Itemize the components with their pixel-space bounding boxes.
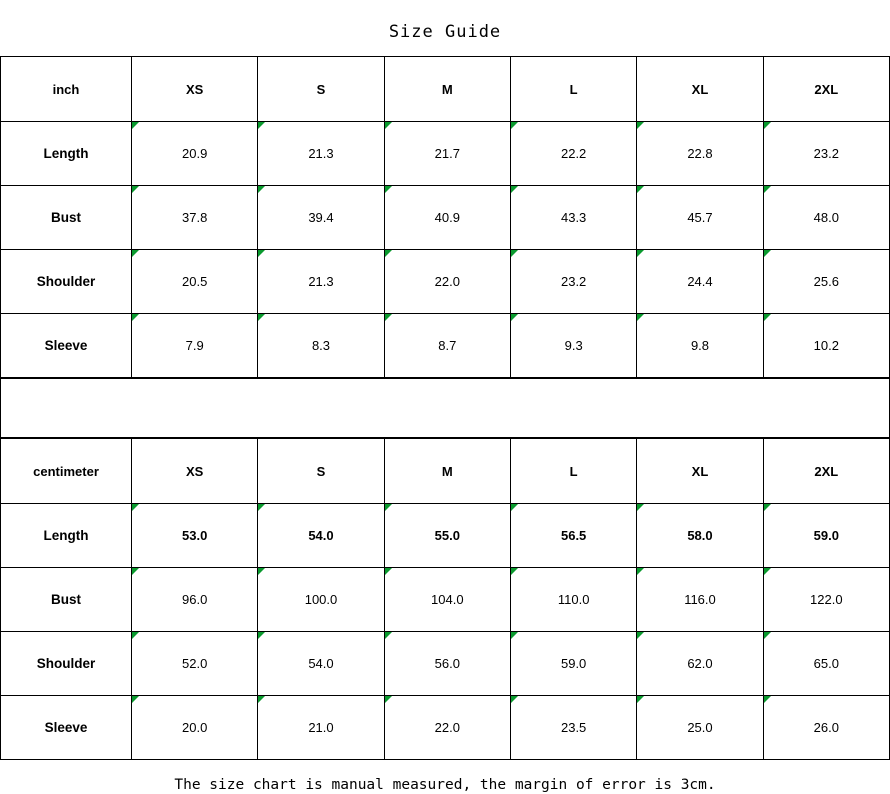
table-row [1, 250, 890, 314]
cell-bust-m: 40.9 [384, 186, 510, 250]
cell-shoulder-m: 56.0 [384, 632, 510, 696]
cell-length-xl: 22.8 [637, 122, 763, 186]
cell-shoulder-2xl: 25.6 [763, 250, 889, 314]
size-header-xl: XL [637, 439, 763, 504]
cell-sleeve-2xl: 26.0 [763, 696, 889, 760]
cell-shoulder-l: 59.0 [510, 632, 636, 696]
table-row [1, 314, 890, 378]
size-header-m: M [384, 57, 510, 122]
measurement-disclaimer: The size chart is manual measured, the margin of error is 3cm. [174, 777, 716, 793]
unit-label-inch: inch [1, 57, 132, 122]
row-label-shoulder: Shoulder [1, 250, 132, 314]
cell-bust-l: 110.0 [510, 568, 636, 632]
size-header-2xl: 2XL [763, 57, 889, 122]
cell-sleeve-s: 21.0 [258, 696, 384, 760]
cell-sleeve-s: 8.3 [258, 314, 384, 378]
cell-bust-xs: 37.8 [132, 186, 258, 250]
cell-length-l: 22.2 [510, 122, 636, 186]
row-label-sleeve: Sleeve [1, 696, 132, 760]
row-label-bust: Bust [1, 568, 132, 632]
cell-bust-xs: 96.0 [132, 568, 258, 632]
cell-bust-xl: 45.7 [637, 186, 763, 250]
cell-bust-m: 104.0 [384, 568, 510, 632]
cell-length-s: 54.0 [258, 504, 384, 568]
cell-shoulder-xl: 62.0 [637, 632, 763, 696]
page-title: Size Guide [388, 22, 502, 42]
cell-shoulder-m: 22.0 [384, 250, 510, 314]
table-row [1, 186, 890, 250]
cell-sleeve-xs: 20.0 [132, 696, 258, 760]
size-header-l: L [510, 439, 636, 504]
table-row [1, 122, 890, 186]
cell-shoulder-l: 23.2 [510, 250, 636, 314]
cell-sleeve-xl: 9.8 [637, 314, 763, 378]
cell-length-m: 55.0 [384, 504, 510, 568]
cell-sleeve-2xl: 10.2 [763, 314, 889, 378]
row-label-sleeve: Sleeve [1, 314, 132, 378]
cell-shoulder-2xl: 65.0 [763, 632, 889, 696]
cell-length-s: 21.3 [258, 122, 384, 186]
row-label-bust: Bust [1, 186, 132, 250]
size-header-xs: XS [132, 439, 258, 504]
size-header-l: L [510, 57, 636, 122]
cell-bust-s: 100.0 [258, 568, 384, 632]
row-label-length: Length [1, 122, 132, 186]
table-row [1, 568, 890, 632]
cell-length-l: 56.5 [510, 504, 636, 568]
size-table-inch [0, 56, 890, 378]
cell-shoulder-s: 54.0 [258, 632, 384, 696]
unit-label-centimeter: centimeter [1, 439, 132, 504]
size-header-s: S [258, 439, 384, 504]
size-header-s: S [258, 57, 384, 122]
cell-sleeve-l: 23.5 [510, 696, 636, 760]
cell-bust-s: 39.4 [258, 186, 384, 250]
cell-bust-2xl: 48.0 [763, 186, 889, 250]
cell-shoulder-xs: 52.0 [132, 632, 258, 696]
cell-sleeve-m: 8.7 [384, 314, 510, 378]
cell-length-xs: 53.0 [132, 504, 258, 568]
size-header-m: M [384, 439, 510, 504]
row-label-length: Length [1, 504, 132, 568]
cell-sleeve-xl: 25.0 [637, 696, 763, 760]
size-header-2xl: 2XL [763, 439, 889, 504]
cell-shoulder-xs: 20.5 [132, 250, 258, 314]
cell-length-m: 21.7 [384, 122, 510, 186]
size-header-xs: XS [132, 57, 258, 122]
cell-length-xl: 58.0 [637, 504, 763, 568]
cell-sleeve-m: 22.0 [384, 696, 510, 760]
cell-length-xs: 20.9 [132, 122, 258, 186]
table-header-row [1, 57, 890, 122]
row-label-shoulder: Shoulder [1, 632, 132, 696]
cell-sleeve-l: 9.3 [510, 314, 636, 378]
table-separator-band [0, 378, 890, 438]
cell-bust-2xl: 122.0 [763, 568, 889, 632]
cell-sleeve-xs: 7.9 [132, 314, 258, 378]
cell-bust-xl: 116.0 [637, 568, 763, 632]
table-row [1, 696, 890, 760]
table-header-row [1, 439, 890, 504]
cell-shoulder-s: 21.3 [258, 250, 384, 314]
cell-bust-l: 43.3 [510, 186, 636, 250]
cell-shoulder-xl: 24.4 [637, 250, 763, 314]
table-row [1, 632, 890, 696]
cell-length-2xl: 23.2 [763, 122, 889, 186]
cell-length-2xl: 59.0 [763, 504, 889, 568]
table-row [1, 504, 890, 568]
size-header-xl: XL [637, 57, 763, 122]
size-table-centimeter [0, 438, 890, 760]
